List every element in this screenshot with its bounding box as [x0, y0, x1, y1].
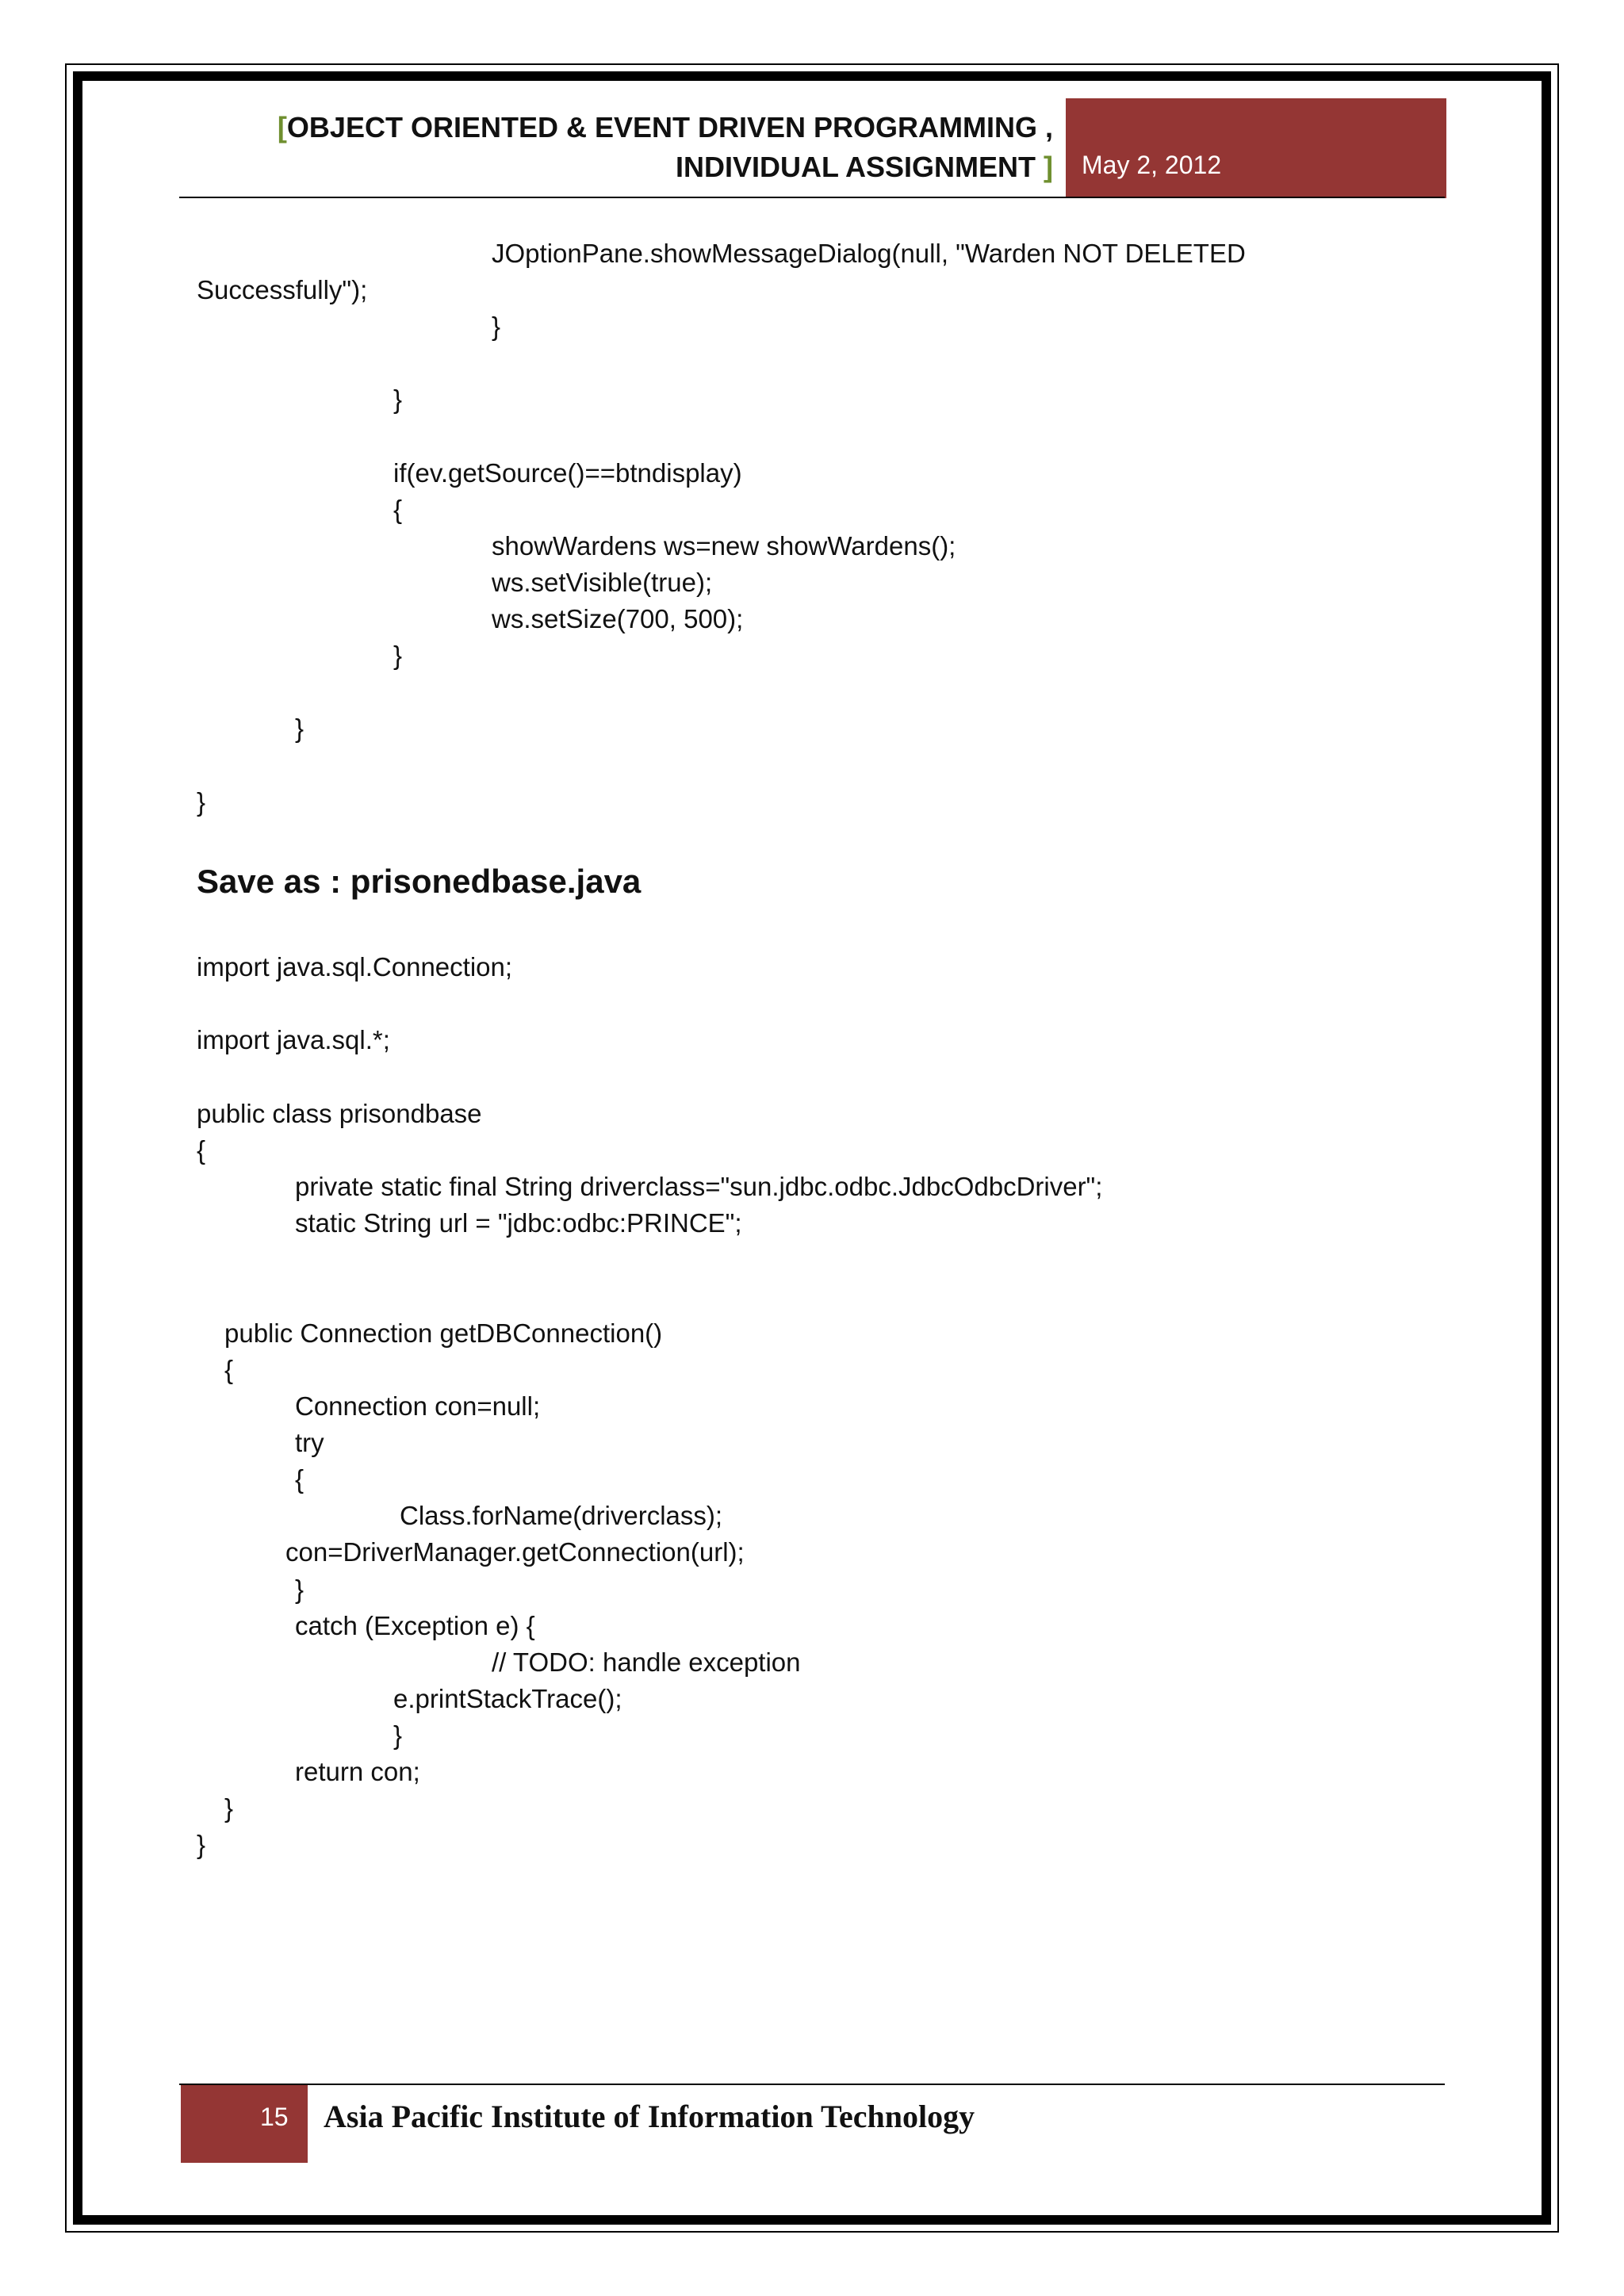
code-line: ws.setSize(700, 500);	[492, 604, 744, 633]
code-line: private static final String driverclass="sun.jdbc.odbc.JdbcOdbcDriver";	[295, 1172, 1103, 1201]
code-line: try	[295, 1428, 324, 1457]
header-title-line-2	[238, 147, 1053, 187]
code-line: }	[295, 1575, 304, 1604]
code-line: {	[197, 1135, 206, 1165]
header-date-box	[1066, 98, 1446, 198]
code-line: JOptionPane.showMessageDialog(null, "Warden NOT DELETED	[492, 239, 1246, 268]
code-line: {	[224, 1355, 234, 1384]
code-line: }	[393, 641, 403, 670]
code-line: e.printStackTrace();	[393, 1684, 622, 1713]
code-line: return con;	[295, 1757, 420, 1786]
code-line: showWardens ws=new showWardens();	[492, 531, 956, 561]
code-line: import java.sql.Connection;	[197, 952, 513, 982]
code-line: Successfully");	[197, 275, 368, 304]
code-line: con=DriverManager.getConnection(url);	[285, 1537, 745, 1567]
code-line: // TODO: handle exception	[492, 1647, 801, 1677]
header-open-bracket: [	[277, 111, 287, 144]
header-title-line-1	[238, 108, 1053, 147]
page-number-box	[181, 2085, 308, 2163]
code-line: import java.sql.*;	[197, 1025, 390, 1054]
section-heading: Save as : prisonedbase.java	[197, 863, 642, 900]
code-line: }	[197, 1830, 206, 1859]
code-line: Class.forName(driverclass);	[400, 1501, 723, 1530]
code-line: }	[295, 714, 304, 743]
header-divider	[179, 197, 1445, 198]
header-title-text-1: OBJECT ORIENTED & EVENT DRIVEN PROGRAMMING ,	[286, 111, 1053, 144]
header-title	[238, 108, 1053, 187]
footer-divider	[179, 2084, 1445, 2085]
code-line: public class prisondbase	[197, 1099, 482, 1128]
page-border-inner	[73, 71, 1551, 2225]
code-line: {	[295, 1464, 304, 1494]
code-line: }	[224, 1793, 234, 1823]
code-line: }	[197, 787, 206, 817]
footer-institute: Asia Pacific Institute of Information Technology	[324, 2099, 975, 2134]
code-line: {	[393, 495, 403, 524]
code-line: Connection con=null;	[295, 1391, 541, 1421]
code-line: ws.setVisible(true);	[492, 568, 713, 597]
header-title-text-2: INDIVIDUAL ASSIGNMENT	[675, 151, 1036, 183]
code-line: }	[393, 1720, 403, 1750]
code-line: catch (Exception e) {	[295, 1611, 535, 1640]
page-number: 15	[260, 2103, 289, 2131]
code-line: public Connection getDBConnection()	[224, 1318, 663, 1348]
code-line: if(ev.getSource()==btndisplay)	[393, 458, 742, 488]
header-date: May 2, 2012	[1082, 151, 1222, 179]
code-line: static String url = "jdbc:odbc:PRINCE";	[295, 1208, 742, 1238]
code-line: }	[393, 385, 403, 414]
code-line: }	[492, 312, 501, 341]
header-close-bracket: ]	[1044, 151, 1053, 183]
